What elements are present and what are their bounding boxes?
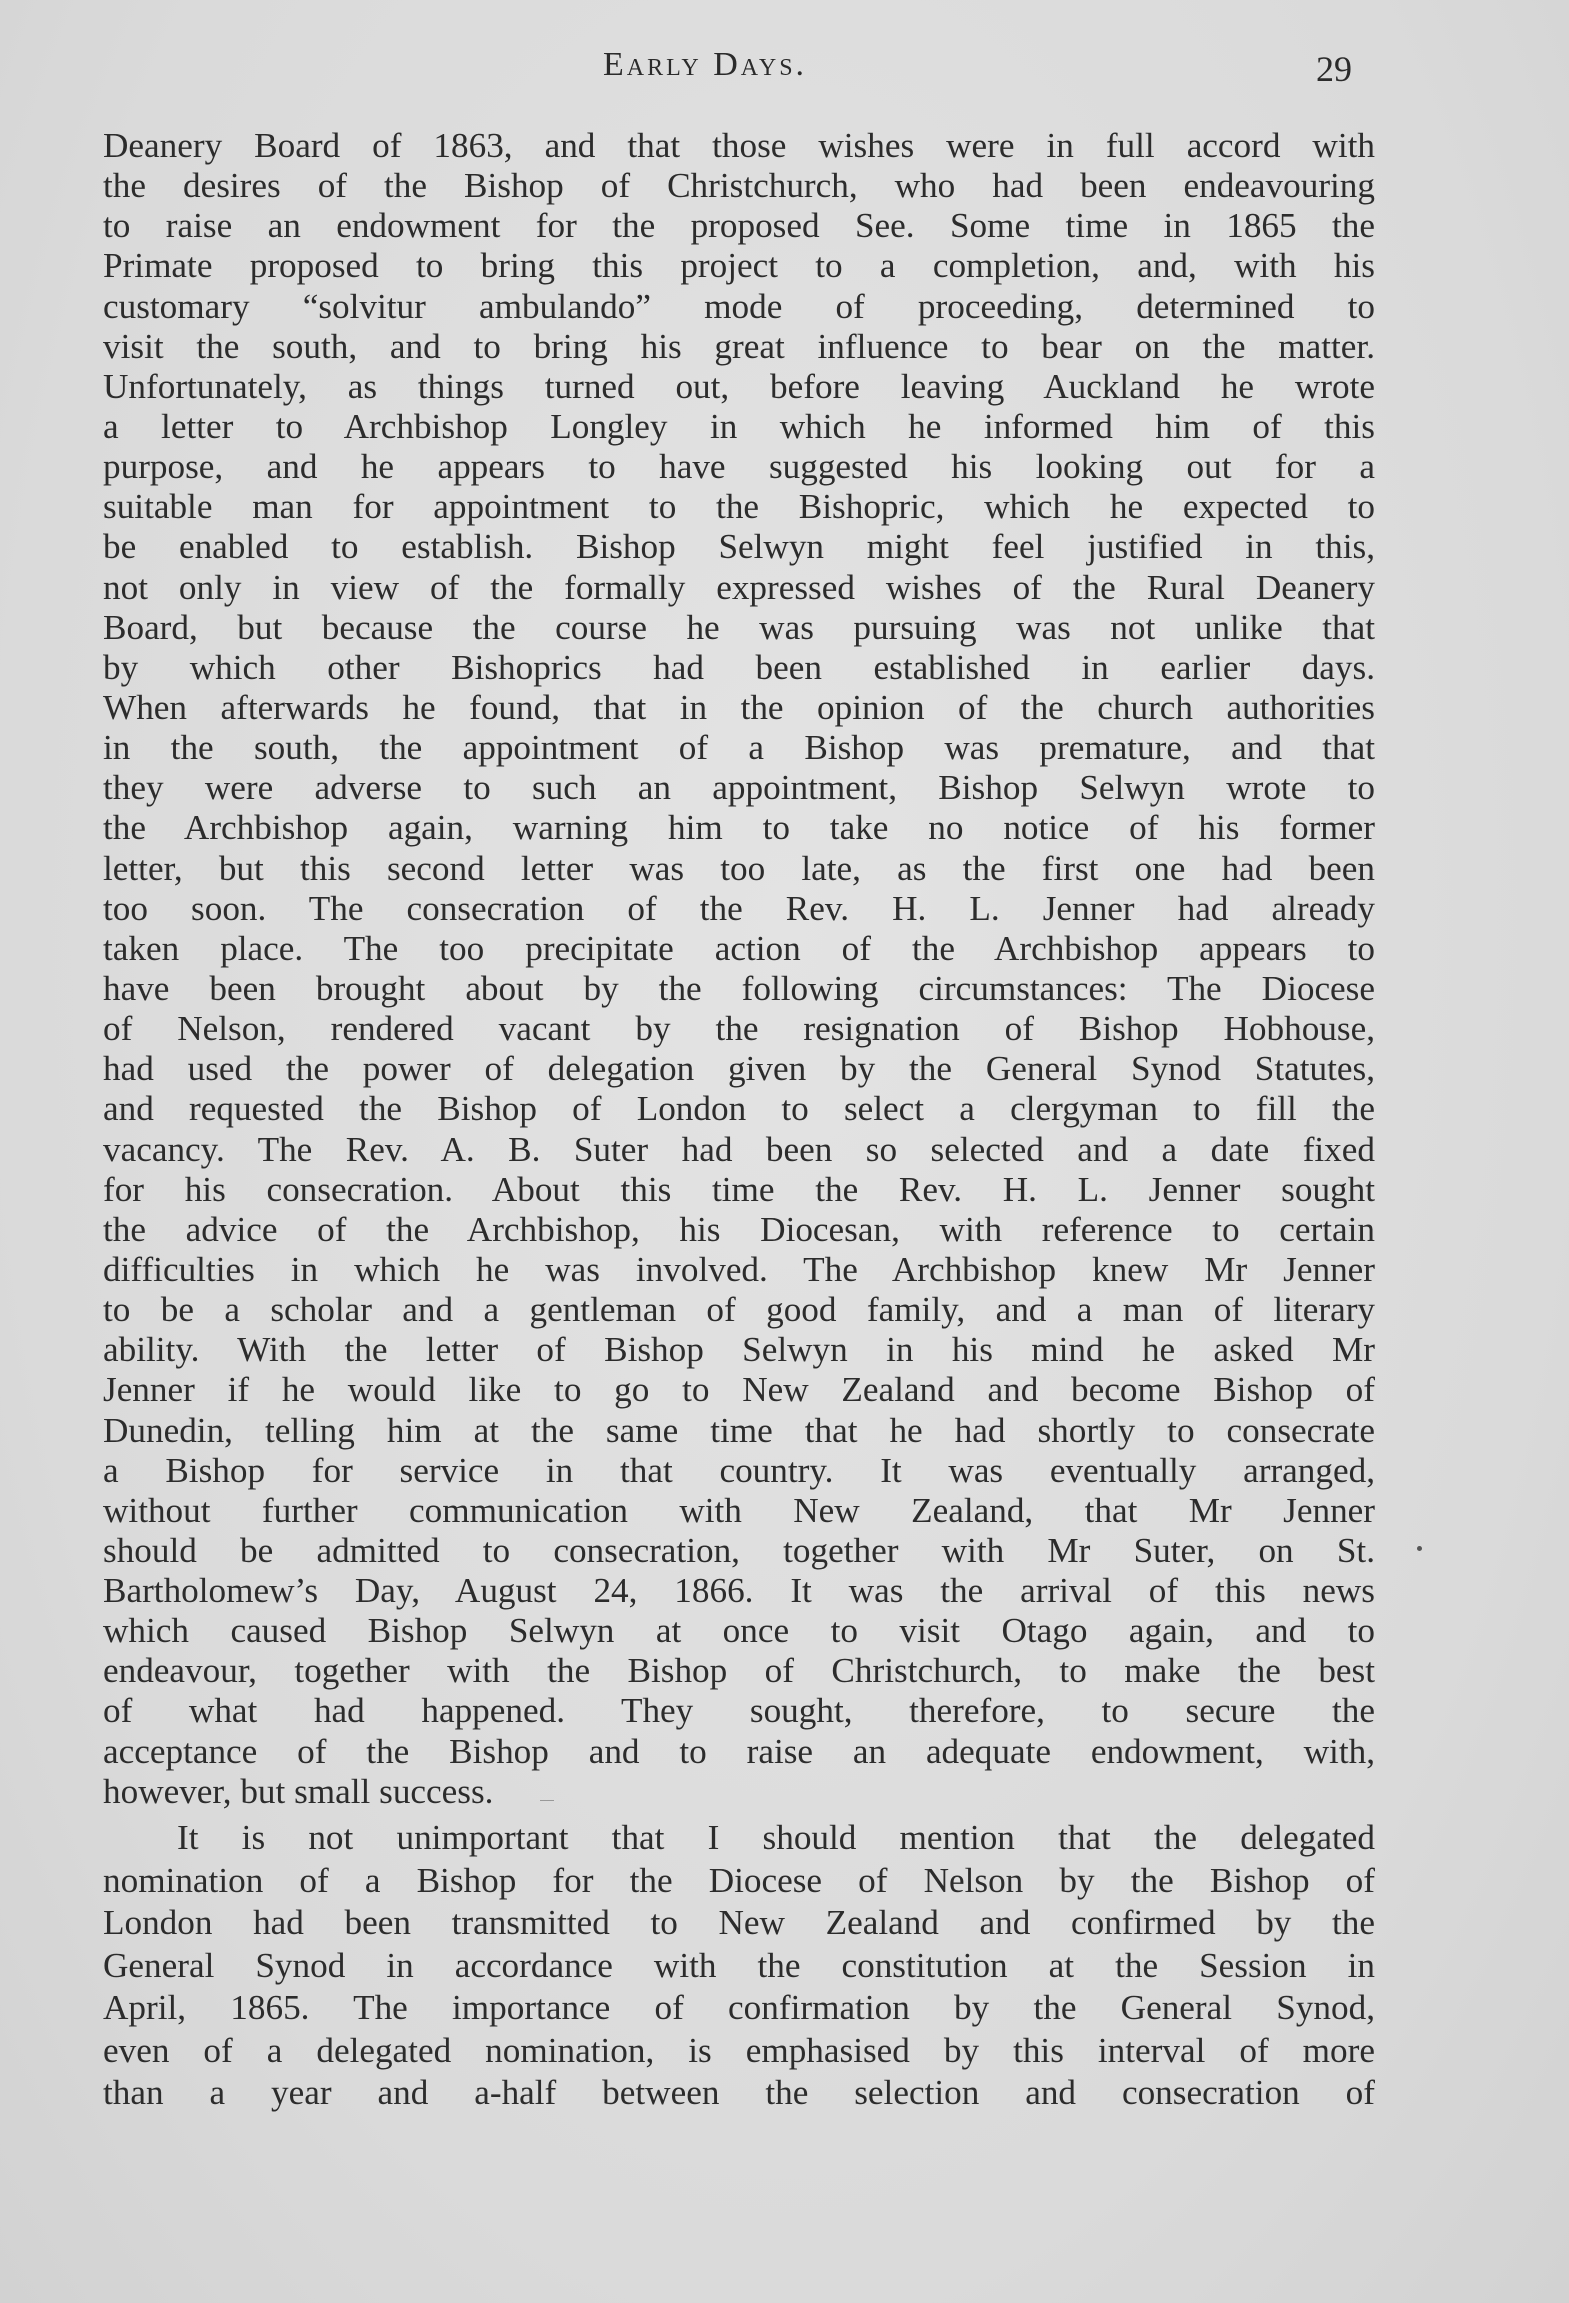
- text-line: When afterwards he found, that in the opinion of the church authorities: [103, 687, 1375, 727]
- text-line: ability. With the letter of Bishop Selwyn in his mind he asked Mr: [103, 1330, 1375, 1370]
- text-line: in the south, the appointment of a Bishop was premature, and that: [103, 728, 1375, 768]
- text-line: the advice of the Archbishop, his Diocesan, with reference to certain: [103, 1209, 1375, 1249]
- running-head: [0, 46, 1569, 96]
- text-line: and requested the Bishop of London to select a clergyman to fill the: [103, 1089, 1375, 1129]
- text-line: acceptance of the Bishop and to raise an adequate endowment, with,: [103, 1731, 1375, 1771]
- text-line: which caused Bishop Selwyn at once to visit Otago again, and to: [103, 1611, 1375, 1651]
- text-line: than a year and a-half between the selection and consecration of: [103, 2073, 1375, 2112]
- text-line: the Archbishop again, warning him to take no notice of his former: [103, 808, 1375, 848]
- text-line: too soon. The consecration of the Rev. H. L. Jenner had already: [103, 888, 1375, 928]
- text-line: a letter to Archbishop Longley in which he informed him of this: [103, 406, 1375, 446]
- text-line: nomination of a Bishop for the Diocese of Nelson by the Bishop of: [103, 1860, 1375, 1900]
- text-line: for his consecration. About this time the Rev. H. L. Jenner sought: [103, 1169, 1375, 1209]
- running-title: Early Days.: [603, 46, 808, 83]
- paper-mark: [540, 1800, 554, 1801]
- text-line: visit the south, and to bring his great influence to bear on the matter.: [103, 326, 1375, 366]
- text-line: Deanery Board of 1863, and that those wishes were in full accord with: [103, 126, 1375, 165]
- text-line: suitable man for appointment to the Bishopric, which he expected to: [103, 487, 1375, 527]
- text-line: letter, but this second letter was too late, as the first one had been: [103, 848, 1375, 888]
- text-line: difficulties in which he was involved. The Archbishop knew Mr Jenner: [103, 1249, 1375, 1289]
- text-line: to raise an endowment for the proposed See. Some time in 1865 the: [103, 206, 1375, 246]
- text-line: even of a delegated nomination, is emphasised by this interval of more: [103, 2030, 1375, 2070]
- text-line: without further communication with New Zealand, that Mr Jenner: [103, 1490, 1375, 1530]
- text-line: Primate proposed to bring this project to a completion, and, with his: [103, 246, 1375, 286]
- text-line: London had been transmitted to New Zealand and confirmed by the: [103, 1903, 1375, 1942]
- text-line: customary “solvitur ambulando” mode of proceeding, determined to: [103, 286, 1375, 326]
- text-line: April, 1865. The importance of confirmation by the General Synod,: [103, 1988, 1375, 2027]
- text-line: have been brought about by the following circumstances: The Diocese: [103, 968, 1375, 1008]
- text-line: the desires of the Bishop of Christchurch, who had been endeavouring: [103, 166, 1375, 206]
- text-line: Board, but because the course he was pursuing was not unlike that: [103, 607, 1375, 647]
- text-line: vacancy. The Rev. A. B. Suter had been so selected and a date fixed: [103, 1129, 1375, 1169]
- text-line: endeavour, together with the Bishop of Christchurch, to make the best: [103, 1651, 1375, 1691]
- text-line: be enabled to establish. Bishop Selwyn might feel justified in this,: [103, 527, 1375, 567]
- ink-speck: [1417, 1546, 1422, 1551]
- text-line: to be a scholar and a gentleman of good family, and a man of literary: [103, 1290, 1375, 1330]
- text-line: of Nelson, rendered vacant by the resignation of Bishop Hobhouse,: [103, 1009, 1375, 1049]
- text-line: Dunedin, telling him at the same time that he had shortly to consecrate: [103, 1410, 1375, 1450]
- paragraph-2: [103, 1817, 1375, 2115]
- text-line: by which other Bishoprics had been established in earlier days.: [103, 647, 1375, 687]
- text-line: should be admitted to consecration, together with Mr Suter, on St.: [103, 1530, 1375, 1570]
- text-line: General Synod in accordance with the constitution at the Session in: [103, 1945, 1375, 1985]
- text-line: purpose, and he appears to have suggested his looking out for a: [103, 447, 1375, 487]
- text-line: they were adverse to such an appointment, Bishop Selwyn wrote to: [103, 768, 1375, 808]
- text-line: had used the power of delegation given by the General Synod Statutes,: [103, 1049, 1375, 1089]
- text-line: however, but small success.: [103, 1771, 494, 1811]
- paragraph-1: [103, 126, 1375, 1812]
- text-line: Bartholomew’s Day, August 24, 1866. It was the arrival of this news: [103, 1571, 1375, 1611]
- text-line: of what had happened. They sought, therefore, to secure the: [103, 1691, 1375, 1731]
- page-number: 29: [1316, 49, 1352, 89]
- text-line: a Bishop for service in that country. It was eventually arranged,: [103, 1450, 1375, 1490]
- text-line: taken place. The too precipitate action of the Archbishop appears to: [103, 928, 1375, 968]
- text-line: It is not unimportant that I should mention that the delegated: [177, 1818, 1375, 1857]
- text-line: Jenner if he would like to go to New Zealand and become Bishop of: [103, 1370, 1375, 1410]
- text-line: Unfortunately, as things turned out, before leaving Auckland he wrote: [103, 366, 1375, 406]
- text-line: not only in view of the formally expressed wishes of the Rural Deanery: [103, 567, 1375, 607]
